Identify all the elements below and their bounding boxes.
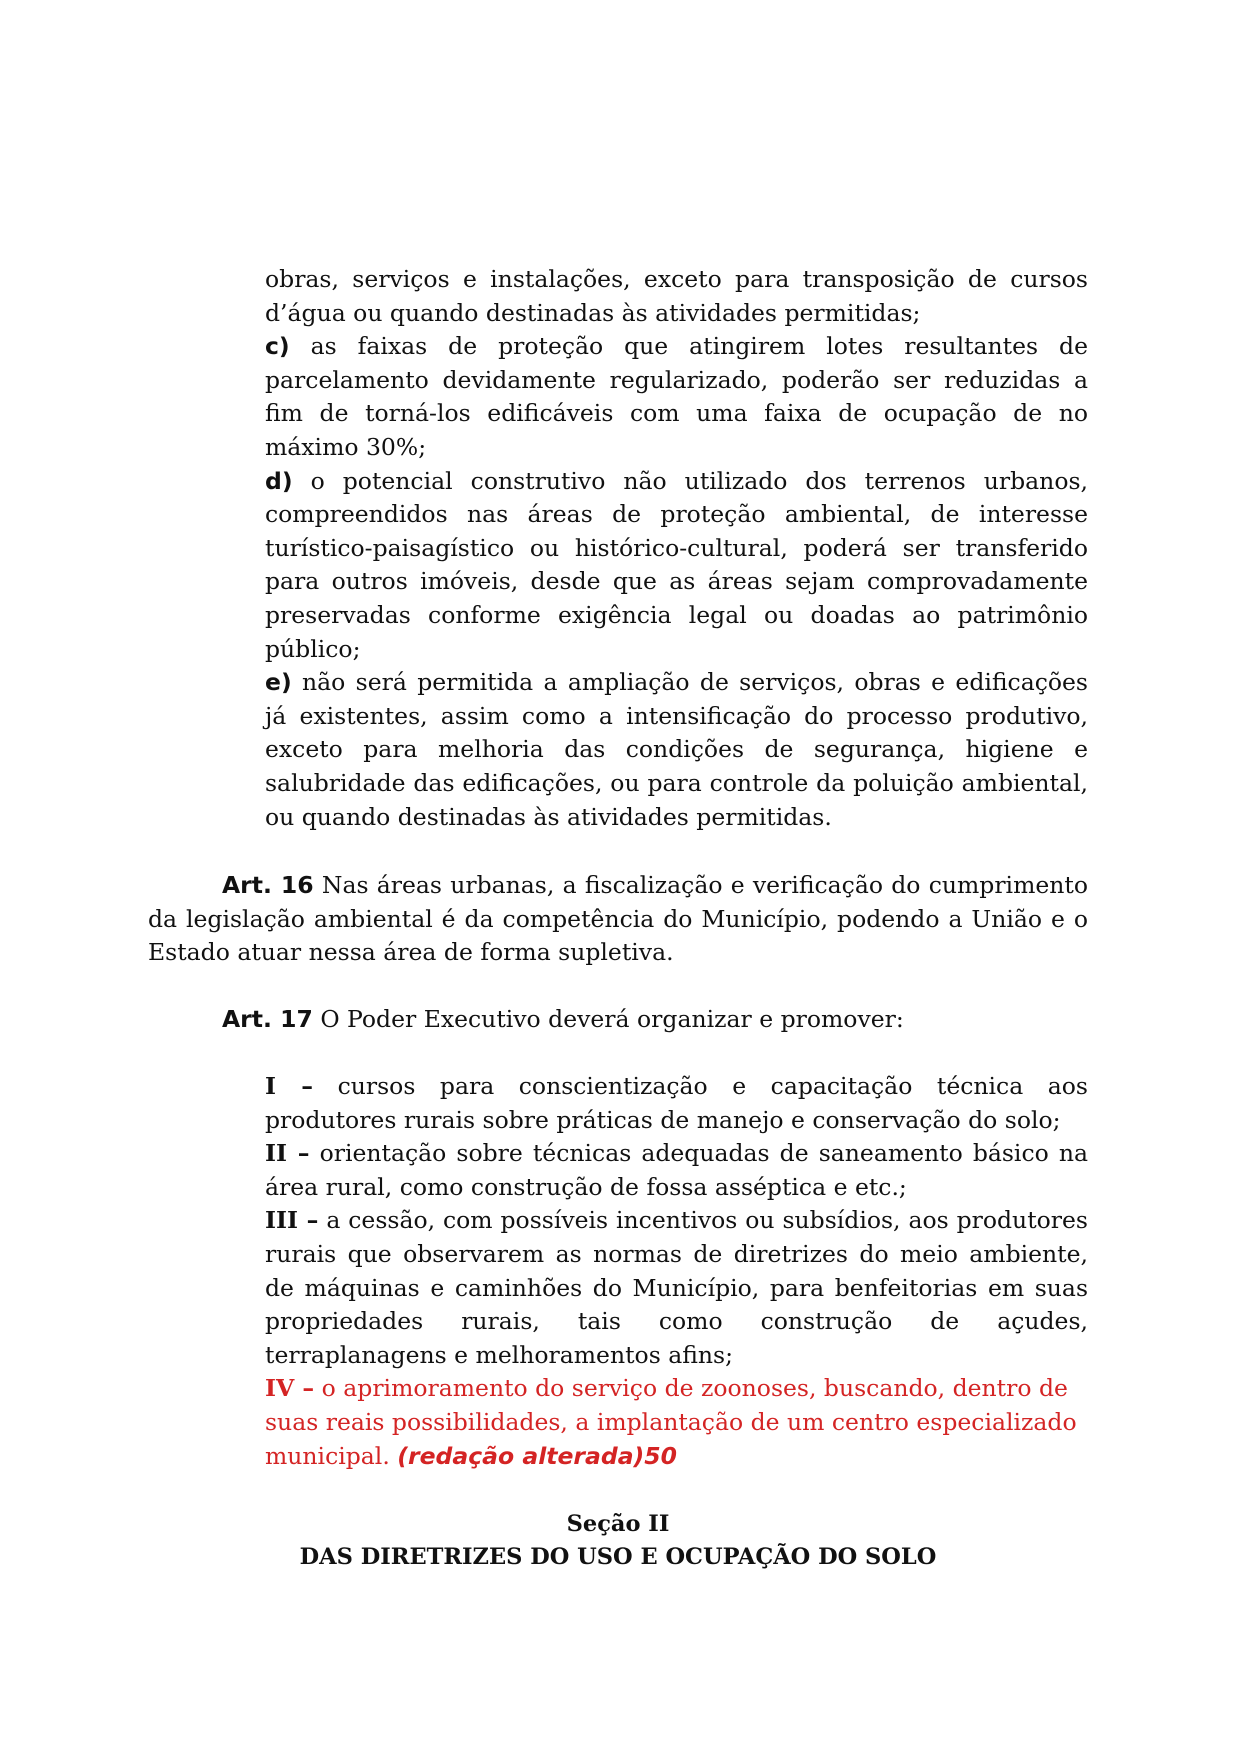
- article-label: Art. 16: [222, 871, 314, 899]
- list-item-iv: [265, 1372, 1088, 1473]
- list-item-iii: [265, 1204, 1088, 1372]
- section-subtitle: DAS DIRETRIZES DO USO E OCUPAÇÃO DO SOLO: [299, 1544, 937, 1570]
- article-16: [148, 869, 1088, 970]
- item-label: II –: [265, 1139, 310, 1168]
- item-label: IV –: [265, 1374, 315, 1403]
- item-text: o potencial construtivo não utilizado dos terrenos urbanos, compreendidos nas áreas de proteção ambiental, de interesse turístico-paisagístico ou histórico-cultural, poderá ser transferido para outros imóveis, desde que as áreas sejam comprovadamente preservadas conforme exigência legal ou doadas ao patrimônio público;: [265, 466, 1088, 663]
- article-label: Art. 17: [222, 1005, 313, 1033]
- continuation-paragraph: obras, serviços e instalações, exceto para transposição de cursos d’água ou quando destinadas às atividades permitidas;: [265, 265, 1088, 327]
- list-roman: [265, 1070, 1088, 1473]
- section-title: Seção II: [566, 1511, 670, 1537]
- amendment-note: (redação alterada)50: [397, 1441, 677, 1470]
- item-text: o aprimoramento do serviço de zoonoses, buscando, dentro de suas reais possibilidades, a implantação de um centro especializado municipal.: [265, 1374, 1077, 1470]
- item-text: as faixas de proteção que atingirem lotes resultantes de parcelamento devidamente regularizado, poderão ser reduzidas a fim de torná-los edificáveis com uma faixa de ocupação de no máximo 30%;: [265, 332, 1088, 461]
- item-text: a cessão, com possíveis incentivos ou subsídios, aos produtores rurais que observarem as normas de diretrizes do meio ambiente, de máquinas e caminhões do Município, para benfeitorias em suas propriedades rurais, tais como construção de açudes, terraplanagens e melhoramentos afins;: [265, 1206, 1088, 1369]
- article-17: [148, 1003, 1088, 1037]
- item-label: III –: [265, 1206, 319, 1235]
- item-label: d): [265, 466, 293, 495]
- item-label: I –: [265, 1072, 314, 1100]
- list-item-c: [265, 330, 1088, 464]
- item-label: c): [265, 332, 290, 361]
- list-item-i: [265, 1070, 1088, 1137]
- article-text: Nas áreas urbanas, a fiscalização e verificação do cumprimento da legislação ambiental é da competência do Município, podendo a União e o Estado atuar nessa área de forma supletiva.: [148, 871, 1088, 967]
- item-text: orientação sobre técnicas adequadas de saneamento básico na área rural, como construção de fossa asséptica e etc.;: [265, 1139, 1088, 1201]
- article-text: O Poder Executivo deverá organizar e promover:: [320, 1005, 904, 1033]
- item-text: cursos para conscientização e capacitação técnica aos produtores rurais sobre práticas de manejo e conservação do solo;: [265, 1072, 1088, 1134]
- list-item-ii: [265, 1137, 1088, 1204]
- list-item-e: [265, 666, 1088, 834]
- list-letters: [265, 263, 1088, 834]
- item-label: e): [265, 668, 292, 697]
- article-16-paragraph: [148, 869, 1088, 970]
- article-17-paragraph: [148, 1003, 1088, 1037]
- list-item-d: [265, 465, 1088, 667]
- item-text: não será permitida a ampliação de serviços, obras e edificações já existentes, assim como a intensificação do processo produtivo, exceto para melhoria das condições de segurança, higiene e salubridade das edificações, ou para controle da poluição ambiental, ou quando destinadas às atividades permitidas.: [265, 668, 1088, 831]
